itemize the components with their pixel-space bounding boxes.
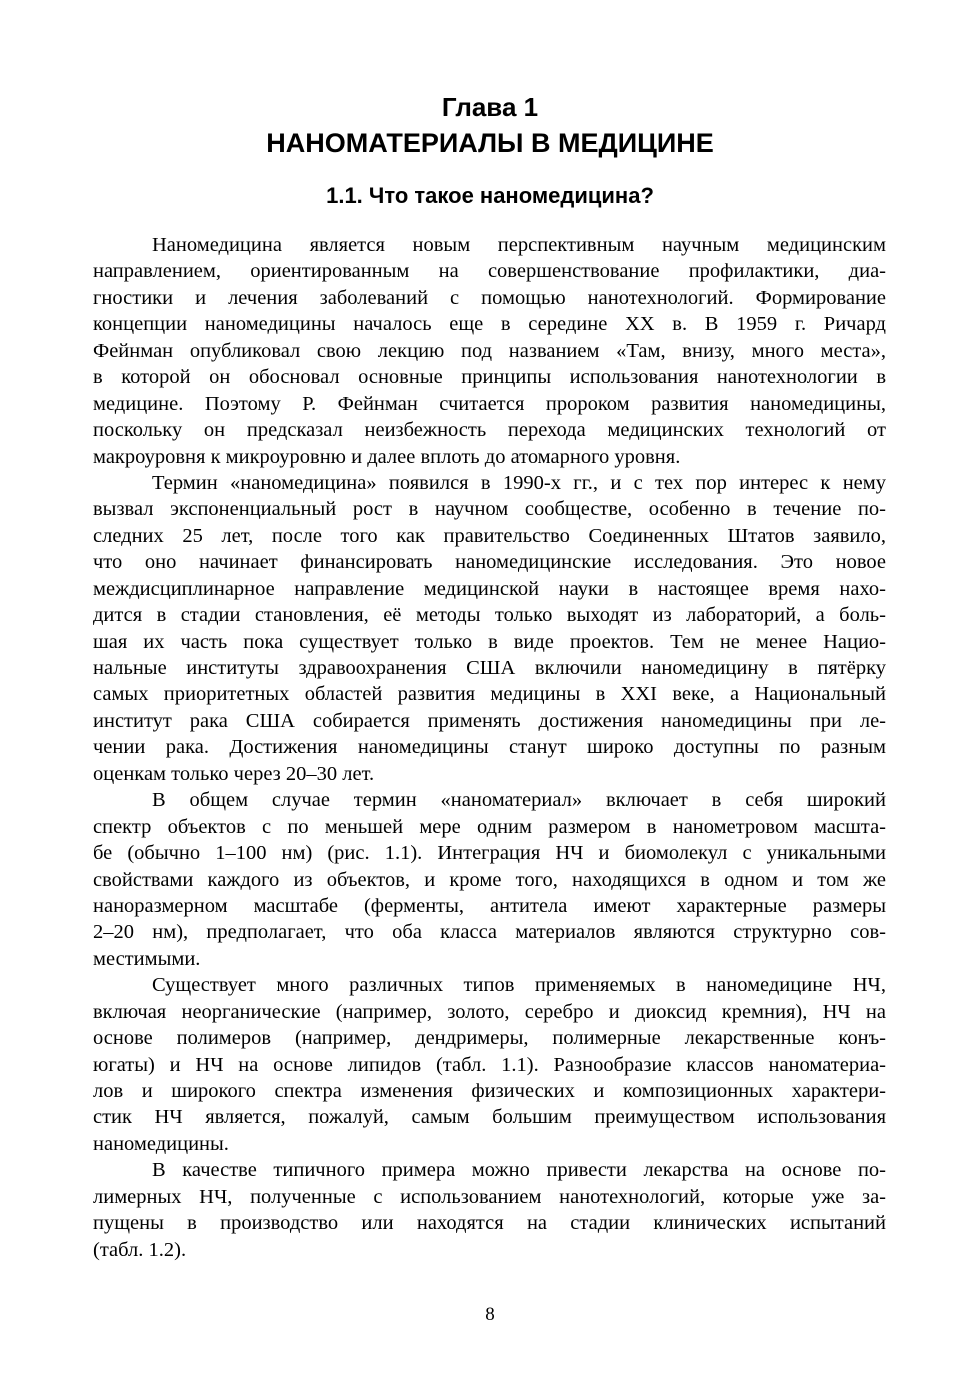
text-line: медицине. Поэтому Р. Фейнман считается пророком развития наномедицины, [93,392,886,415]
paragraph [93,470,886,787]
text-line: лимерных НЧ, полученные с использованием нанотехнологий, которые уже за- [93,1185,886,1208]
text-line: гностики и лечения заболеваний с помощью нанотехнологий. Формирование [93,286,886,309]
text-line: шая их часть пока существует только в виде проектов. Тем не менее Нацио- [93,630,886,653]
text-line: местимыми. [93,947,201,970]
text-line: что оно начинает финансировать наномедицинские исследования. Это новое [93,551,886,574]
text-line: (табл. 1.2). [93,1238,187,1261]
chapter-number: Глава 1 [441,92,539,122]
text-line: следних 25 лет, после того как правительство Соединенных Штатов заявило, [93,524,886,547]
text-line: вызвал экспоненциальный рост в научном сообществе, особенно в течение по- [93,498,886,521]
text-line: поскольку он предсказал неизбежность перехода медицинских технологий от [93,419,886,442]
text-line: югаты) и НЧ на основе липидов (табл. 1.1). Разнообразие классов наноматериа- [93,1053,886,1076]
text-line: лов и широкого спектра изменения физических и композиционных характери- [93,1080,886,1102]
text-line: основе полимеров (например, дендримеры, полимерные лекарственные конъ- [93,1027,886,1050]
text-line: дится в стадии становления, её методы только выходят из лабораторий, а боль- [93,604,886,627]
text-line: нальные институты здравоохранения США включили наномедицину в пятёрку [93,657,886,679]
text-line: спектр объектов с по меньшей мере одним размером в нанометровом масшта- [93,815,886,838]
text-line: концепции наномедицины началось еще в середине XX в. В 1959 г. Ричард [93,313,886,336]
text-line: бе (обычно 1–100 нм) (рис. 1.1). Интеграция НЧ и биомолекул с уникальными [93,842,886,865]
text-line: самых приоритетных областей развития медицины в XXI веке, а Национальный [93,683,886,706]
text-line: Фейнман опубликовал свою лекцию под названием «Там, внизу, много места», [93,339,886,362]
text-line: в которой он обосновал основные принципы использования нанотехнологии в [93,366,886,389]
text-line: пущены в производство или находятся на стадии клинических испытаний [93,1212,886,1235]
text-line: Существует много различных типов применяемых в наномедицине НЧ, [152,974,886,997]
text-line: наноразмерном масштабе (ферменты, антитела имеют характерные размеры [93,894,886,917]
text-line: междисциплинарное направление медицинской науки в настоящее время нахо- [93,577,886,600]
text-line: макроуровня к микроуровню и далее вплоть до атомарного уровня. [93,445,681,468]
text-line: Термин «наномедицина» появился в 1990-х гг., и с тех пор интерес к нему [152,471,886,494]
paragraph [93,1157,886,1263]
paragraph [93,232,886,470]
chapter-title: НАНОМАТЕРИАЛЫ В МЕДИЦИНЕ [266,128,714,158]
paragraph [93,972,886,1157]
text-line: Наномедицина является новым перспективным научным медицинским [152,234,886,256]
body-text [93,232,886,1263]
text-line: стик НЧ является, пожалуй, самым большим преимуществом использования [93,1106,886,1129]
section-title: 1.1. Что такое наномедицина? [326,183,654,208]
text-line: направлением, ориентированным на совершенствование профилактики, диа- [93,260,886,283]
text-line: свойствами каждого из объектов, и кроме того, находящихся в одном и том же [93,868,886,891]
text-line: чении рака. Достижения наномедицины станут широко доступны по разным [93,736,886,759]
text-line: оценкам только через 20–30 лет. [93,762,375,785]
text-line: наномедицины. [93,1132,229,1155]
text-line: включая неорганические (например, золото, серебро и диоксид кремния), НЧ на [93,1000,886,1023]
text-line: институт рака США собирается применять достижения наномедицины при ле- [93,709,886,732]
text-line: 2–20 нм), предполагает, что оба класса материалов являются структурно сов- [93,921,886,944]
text-line: В общем случае термин «наноматериал» включает в себя широкий [152,789,886,812]
paragraph [93,787,886,972]
page-number: 8 [485,1304,495,1325]
text-line: В качестве типичного примера можно привести лекарства на основе по- [152,1159,886,1182]
